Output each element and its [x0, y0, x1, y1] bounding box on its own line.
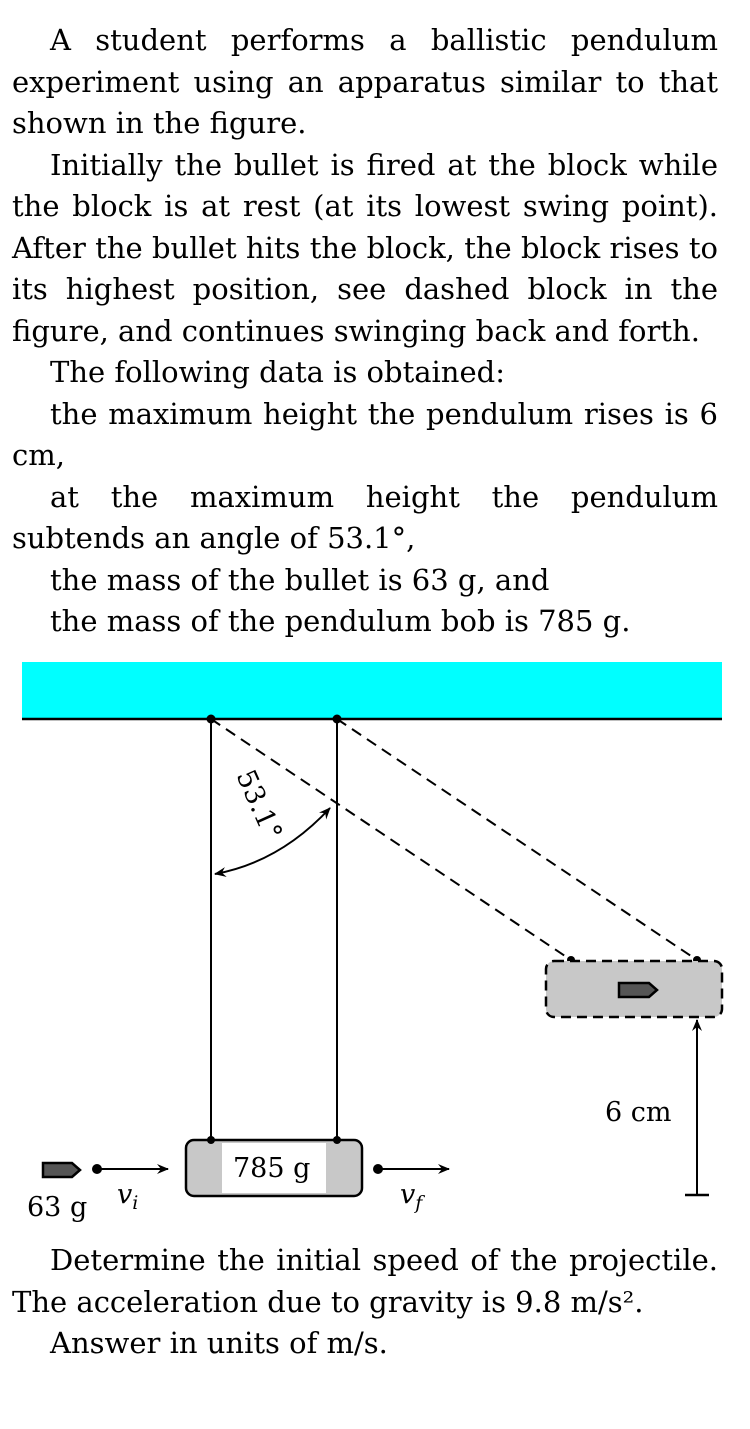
- embedded-bullet: [619, 983, 657, 997]
- block-mass-label: 785 g: [233, 1153, 311, 1184]
- angle-label: 53.1°: [229, 765, 288, 846]
- vi-label: $v_i$: [117, 1179, 139, 1214]
- question-block: [12, 1240, 718, 1365]
- bullet: [43, 1163, 80, 1177]
- ceiling: [22, 662, 722, 718]
- data-item-angle: at the maximum height the pendulum subtends an angle of 53.1°,: [12, 479, 718, 555]
- units-instruction: Answer in units of m/s.: [50, 1326, 388, 1360]
- question-paragraph: Determine the initial speed of the projectile. The acceleration due to gravity is 9.8 m/s².: [12, 1243, 718, 1319]
- intro-paragraph: A student performs a ballistic pendulum experiment using an apparatus similar to that shown in the figure.: [12, 23, 718, 140]
- data-item-height: the maximum height the pendulum rises is 6 cm,: [12, 396, 718, 472]
- height-label: 6 cm: [605, 1097, 672, 1128]
- data-intro: The following data is obtained:: [50, 355, 505, 389]
- vf-label: $v_f$: [400, 1179, 423, 1214]
- string-attach-right: [333, 1136, 341, 1144]
- bullet-mass-label: 63 g: [27, 1192, 88, 1223]
- data-item-bob-mass: the mass of the pendulum bob is 785 g.: [50, 604, 631, 638]
- description-paragraph: Initially the bullet is fired at the block while the block is at rest (at its lowest swing point). After the bullet hits the block, the block rises to its highest position, see dashed block in the figure, and continues swinging back and forth.: [12, 147, 718, 348]
- string-attach-left: [207, 1136, 215, 1144]
- pendulum-figure: [0, 640, 750, 1240]
- data-item-bullet-mass: the mass of the bullet is 63 g, and: [50, 562, 550, 597]
- problem-statement: [12, 20, 718, 643]
